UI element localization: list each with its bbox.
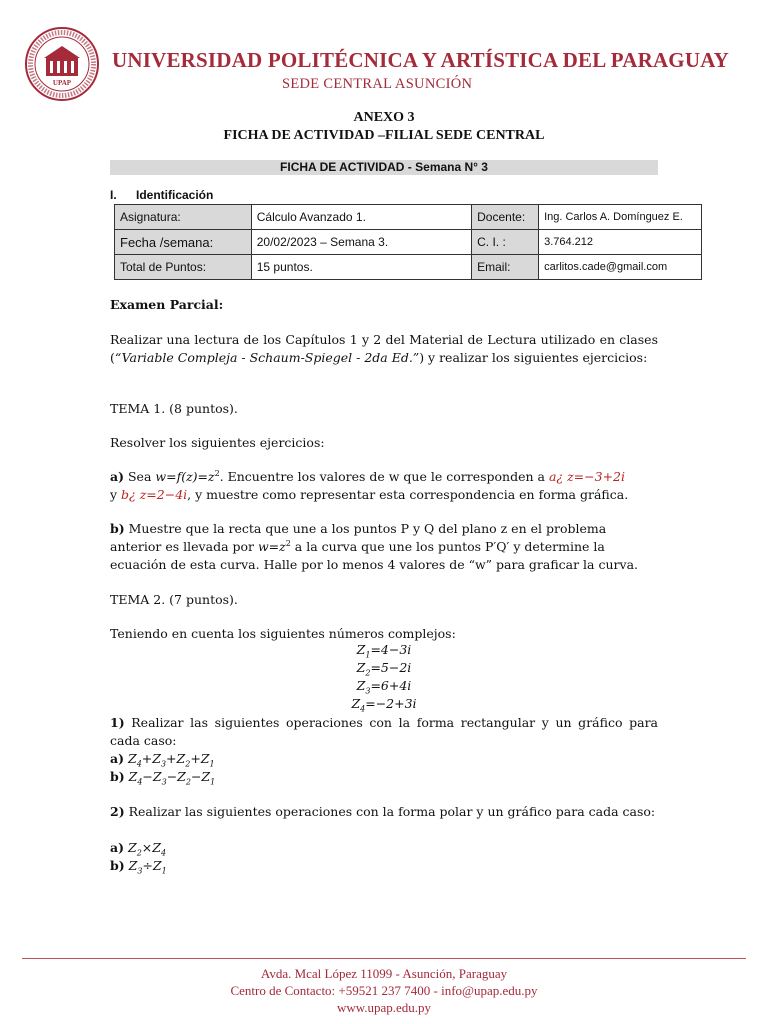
table-row: [115, 205, 702, 230]
z4-equation: $Z_4=-2+3i$: [351, 696, 417, 714]
intro-paragraph: Realizar una lectura de los Capítulos 1 y 2 del Material de Lectura utilizado en clases (“Variable Compleja - Schaum-Spiegel - 2da Ed.”) y realizar los siguientes ejercicios:: [110, 332, 658, 365]
fecha-value: 20/02/2023 – Semana 3.: [251, 230, 471, 255]
question-1a: a) $Z_4+Z_3+Z_2+Z_1$: [110, 751, 215, 769]
question-1: 1) Realizar las siguientes operaciones con la forma rectangular y un gráfico para cada caso:: [110, 715, 658, 748]
identification-table: [114, 204, 702, 280]
ci-label: C. I. :: [472, 230, 539, 255]
exam-title: Examen Parcial:: [110, 297, 224, 312]
docente-label: Docente:: [472, 205, 539, 230]
week-bar: FICHA DE ACTIVIDAD - Semana N° 3: [110, 160, 658, 175]
question-1b: b) $Z_4-Z_3-Z_2-Z_1$: [110, 769, 216, 787]
svg-text:UPAP: UPAP: [52, 79, 72, 87]
docente-value: Ing. Carlos A. Domínguez E.: [539, 205, 702, 230]
z3-equation: $Z_3=6+4i$: [356, 678, 412, 696]
annex-title: ANEXO 3: [353, 110, 415, 125]
ci-value: 3.764.212: [539, 230, 702, 255]
table-row: [115, 255, 702, 280]
complex-numbers-intro: Teniendo en cuenta los siguientes números complejos:: [110, 626, 456, 641]
email-value: carlitos.cade@gmail.com: [539, 255, 702, 280]
exercise-b-line3: ecuación de esta curva. Halle por lo menos 4 valores de “w” para graficar la curva.: [110, 557, 638, 572]
fecha-label: Fecha /semana:: [115, 230, 252, 255]
activity-sheet-title: FICHA DE ACTIVIDAD –FILIAL SEDE CENTRAL: [223, 128, 545, 143]
question-2: 2) Realizar las siguientes operaciones con la forma polar y un gráfico para cada caso:: [110, 804, 656, 819]
asignatura-value: Cálculo Avanzado 1.: [251, 205, 471, 230]
email-label: Email:: [472, 255, 539, 280]
footer-contact: Centro de Contacto: +59521 237 7400 - info@upap.edu.py: [230, 983, 538, 998]
university-seal-logo: [24, 26, 100, 102]
asignatura-label: Asignatura:: [115, 205, 252, 230]
exercise-b-line2: anterior es llevada por $w=z^2$ a la curva que une los puntos P′Q′ y determine la: [110, 538, 605, 554]
exercise-b: b) Muestre que la recta que une a los puntos P y Q del plano z en el problema: [110, 521, 607, 536]
table-row: [115, 230, 702, 255]
z1-equation: $Z_1=4-3i$: [356, 642, 412, 660]
section-identification: I. Identificación: [110, 188, 214, 202]
puntos-value: 15 puntos.: [251, 255, 471, 280]
tema2-heading: TEMA 2. (7 puntos).: [110, 592, 238, 607]
footer-divider: [22, 958, 746, 959]
resolver-text: Resolver los siguientes ejercicios:: [110, 435, 325, 450]
exercise-a-line2: y b¿ z=2−4i, y muestre como representar esta correspondencia en forma gráfica.: [110, 487, 629, 502]
puntos-label: Total de Puntos:: [115, 255, 252, 280]
exercise-a: a) Sea $w=f(z)=z^2$. Encuentre los valores de w que le corresponden a a¿ z=−3+2i: [110, 468, 625, 484]
campus-name: SEDE CENTRAL ASUNCIÓN: [282, 76, 473, 92]
z2-equation: $Z_2=5-2i$: [356, 660, 412, 678]
footer-web: www.upap.edu.py: [336, 1000, 432, 1015]
question-2a: a) $Z_2\times Z_4$: [110, 840, 167, 858]
university-name: UNIVERSIDAD POLITÉCNICA Y ARTÍSTICA DEL PARAGUAY: [112, 48, 730, 72]
tema1-heading: TEMA 1. (8 puntos).: [110, 401, 238, 416]
footer-address: Avda. Mcal López 11099 - Asunción, Paraguay: [260, 966, 508, 981]
question-2b: b) $Z_3\div Z_1$: [110, 858, 167, 876]
